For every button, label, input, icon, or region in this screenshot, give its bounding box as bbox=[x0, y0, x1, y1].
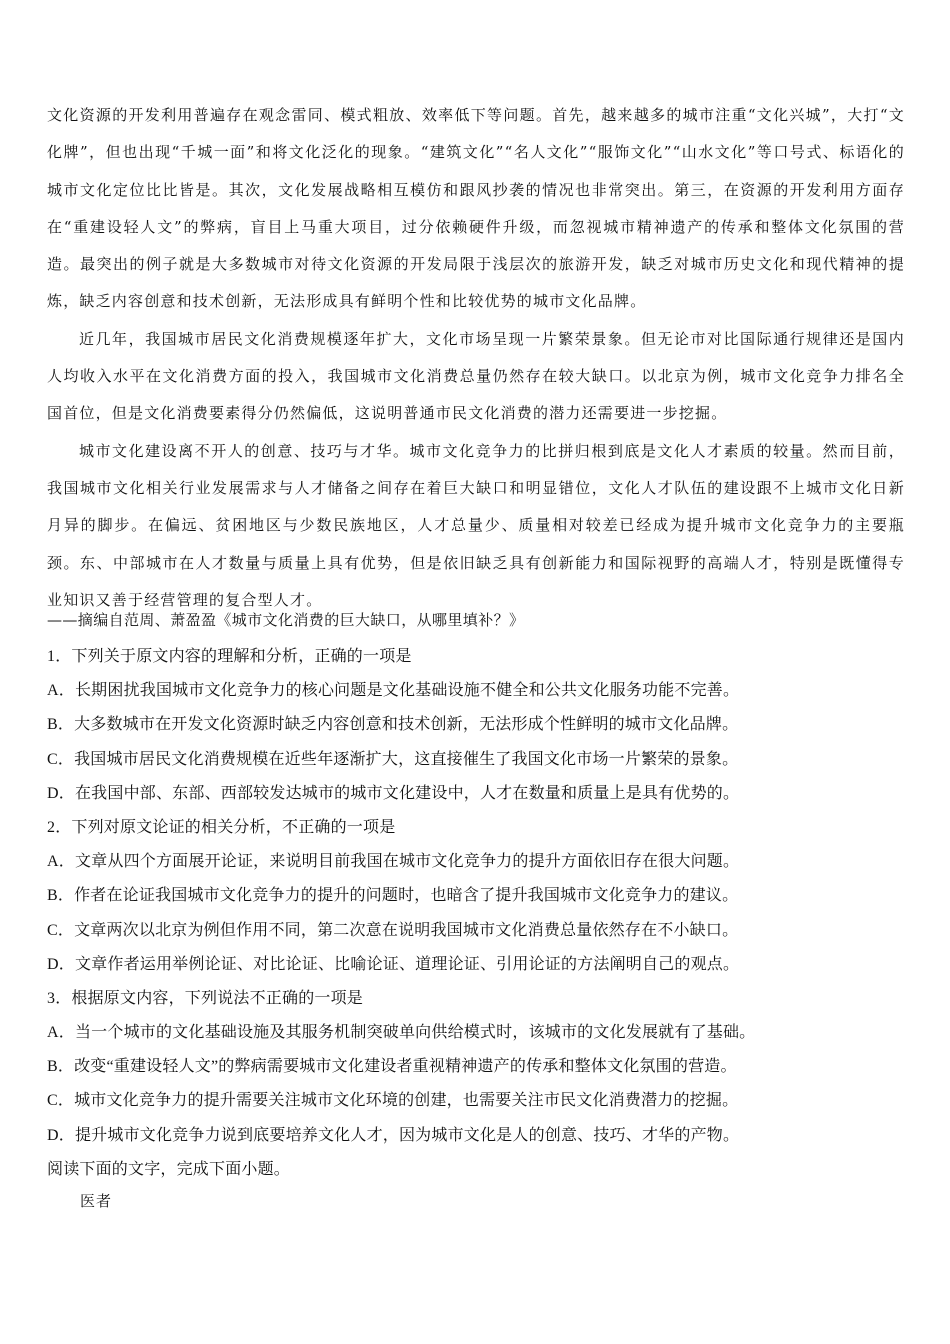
passage-paragraph-1: 文化资源的开发利用普遍存在观念雷同、模式粗放、效率低下等问题。首先，越来越多的城市注重“文化兴城”，大打“文化牌”，但也出现“千城一面”和将文化泛化的现象。“建筑文化”“名人文化”“服饰文化”“山水文化”等口号式、标语化的城市文化定位比比皆是。其次，文化发展战略相互模仿和跟风抄袭的情况也非常突出。第三，在资源的开发利用方面存在“重建设轻人文”的弊病，盲目上马重大项目，过分依赖硬件升级，而忽视城市精神遗产的传承和整体文化氛围的营造。最突出的例子就是大多数城市对待文化资源的开发局限于浅层次的旅游开发，缺乏对城市历史文化和现代精神的提炼，缺乏内容创意和技术创新，无法形成具有鲜明个性和比较优势的城市文化品牌。 bbox=[47, 106, 905, 311]
question-text: 下列对原文论证的相关分析，不正确的一项是 bbox=[71, 818, 396, 836]
question-number: 1． bbox=[47, 648, 72, 665]
question-1-option-a bbox=[47, 676, 917, 710]
next-passage-title: 医者 bbox=[80, 1192, 113, 1210]
option-letter: C． bbox=[47, 921, 75, 939]
question-2-option-b bbox=[47, 881, 917, 915]
option-text: 长期困扰我国城市文化竞争力的核心问题是文化基础设施不健全和公共文化服务功能不完善。 bbox=[74, 682, 740, 700]
question-text: 下列关于原文内容的理解和分析，正确的一项是 bbox=[71, 648, 412, 665]
question-list bbox=[47, 642, 917, 1189]
option-letter: C． bbox=[47, 750, 75, 768]
question-3-option-a bbox=[47, 1018, 917, 1052]
option-text: 文章两次以北京为例但作用不同，第二次意在说明我国城市文化消费总量依然存在不小缺口。 bbox=[74, 921, 739, 939]
option-text: 文章作者运用举例论证、对比论证、比喻论证、道理论证、引用论证的方法阐明自己的观点。 bbox=[74, 955, 740, 973]
option-letter: D． bbox=[47, 955, 75, 973]
option-letter: D． bbox=[47, 784, 75, 802]
question-1-stem bbox=[47, 642, 917, 676]
question-3-option-d bbox=[47, 1121, 917, 1155]
question-2-option-d bbox=[47, 950, 917, 984]
option-text: 在我国中部、东部、西部较发达城市的城市文化建设中，人才在数量和质量上是具有优势的。 bbox=[74, 784, 740, 802]
question-2-option-c bbox=[47, 916, 917, 950]
option-text: 城市文化竞争力的提升需要关注城市文化环境的创建，也需要关注市民文化消费潜力的挖掘。 bbox=[74, 1092, 739, 1110]
option-text: 改变“重建设轻人文”的弊病需要城市文化建设者重视精神遗产的传承和整体文化氛围的营造。 bbox=[74, 1058, 737, 1076]
option-text: 我国城市居民文化消费规模在近些年逐渐扩大，这直接催生了我国文化市场一片繁荣的景象。 bbox=[74, 750, 739, 768]
option-text: 提升城市文化竞争力说到底要培养文化人才，因为城市文化是人的创意、技巧、才华的产物。 bbox=[74, 1126, 740, 1144]
question-1-option-d bbox=[47, 779, 917, 813]
option-text: 大多数城市在开发文化资源时缺乏内容创意和技术创新，无法形成个性鲜明的城市文化品牌。 bbox=[74, 716, 739, 734]
option-letter: C． bbox=[47, 1092, 75, 1110]
option-letter: B． bbox=[47, 716, 75, 734]
option-letter: D． bbox=[47, 1126, 75, 1144]
passage-paragraph-2: 近几年，我国城市居民文化消费规模逐年扩大，文化市场呈现一片繁荣景象。但无论市对比国际通行规律还是国内人均收入水平在文化消费方面的投入，我国城市文化消费总量仍然存在较大缺口。以北京为例，城市文化竞争力排名全国首位，但是文化消费要素得分仍然偏低，这说明普通市民文化消费的潜力还需要进一步挖掘。 bbox=[47, 329, 905, 423]
option-letter: B． bbox=[47, 1058, 75, 1076]
question-2-option-a bbox=[47, 847, 917, 881]
question-number: 3． bbox=[47, 989, 72, 1007]
option-letter: B． bbox=[47, 887, 75, 905]
question-2-stem bbox=[47, 813, 917, 847]
question-3-option-c bbox=[47, 1086, 917, 1120]
question-number: 2． bbox=[47, 818, 72, 836]
question-text: 根据原文内容，下列说法不正确的一项是 bbox=[71, 989, 364, 1007]
reading-passage bbox=[47, 97, 905, 619]
option-letter: A． bbox=[47, 1024, 75, 1042]
passage-paragraph-3: 城市文化建设离不开人的创意、技巧与才华。城市文化竞争力的比拼归根到底是文化人才素质的较量。然而目前，我国城市文化相关行业发展需求与人才储备之间存在着巨大缺口和明显错位，文化人才队伍的建设跟不上城市文化日新月异的脚步。在偏远、贫困地区与少数民族地区，人才总量少、质量相对较差已经成为提升城市文化竞争力的主要瓶颈。东、中部城市在人才数量与质量上具有优势，但是依旧缺乏具有创新能力和国际视野的高端人才，特别是既懂得专业知识又善于经营管理的复合型人才。 bbox=[47, 441, 905, 609]
passage-source: ——摘编自范周、萧盈盈《城市文化消费的巨大缺口，从哪里填补？》 bbox=[47, 611, 525, 629]
option-text: 当一个城市的文化基础设施及其服务机制突破单向供给模式时，该城市的文化发展就有了基础。 bbox=[74, 1024, 756, 1042]
option-text: 作者在论证我国城市文化竞争力的提升的问题时，也暗含了提升我国城市文化竞争力的建议。 bbox=[74, 887, 739, 905]
question-3-option-b bbox=[47, 1052, 917, 1086]
option-letter: A． bbox=[47, 853, 75, 871]
question-1-option-b bbox=[47, 710, 917, 744]
question-1-option-c bbox=[47, 745, 917, 779]
question-3-stem bbox=[47, 984, 917, 1018]
option-letter: A． bbox=[47, 682, 75, 700]
option-text: 文章从四个方面展开论证，来说明目前我国在城市文化竞争力的提升方面依旧存在很大问题。 bbox=[74, 853, 740, 871]
reading-instruction: 阅读下面的文字，完成下面小题。 bbox=[47, 1160, 291, 1178]
